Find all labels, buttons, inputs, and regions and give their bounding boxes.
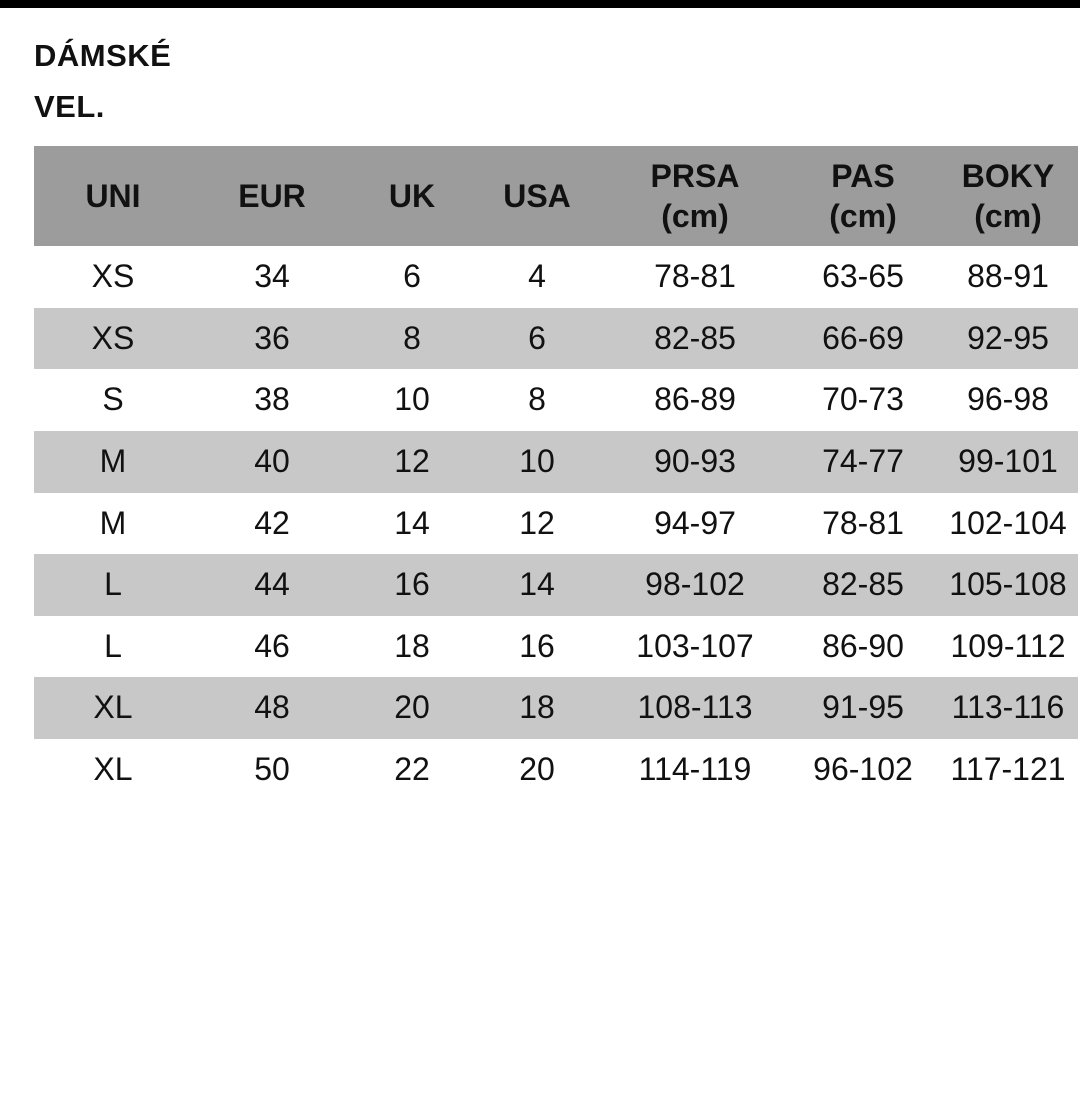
cell-usa: 10 [472,431,602,493]
column-header-eur-label: EUR [238,178,306,215]
cell-uk: 12 [352,431,472,493]
cell-uk: 22 [352,739,472,801]
cell-eur: 46 [192,616,352,678]
column-header-uk-label: UK [388,178,436,215]
table-row [34,493,1078,555]
cell-pas: 86-90 [788,616,938,678]
cell-uni: XL [34,677,192,739]
cell-boky: 117-121 [938,739,1078,801]
cell-boky: 113-116 [938,677,1078,739]
column-header-uni [34,146,192,246]
top-black-bar [0,0,1080,8]
cell-eur: 48 [192,677,352,739]
cell-pas: 78-81 [788,493,938,555]
cell-pas: 74-77 [788,431,938,493]
cell-eur: 38 [192,369,352,431]
cell-uk: 6 [352,246,472,308]
cell-eur: 34 [192,246,352,308]
cell-uk: 14 [352,493,472,555]
cell-uni: XS [34,308,192,370]
cell-boky: 99-101 [938,431,1078,493]
column-header-prsa-label: PRSA [650,158,740,195]
cell-usa: 18 [472,677,602,739]
cell-uni: L [34,616,192,678]
table-row [34,308,1078,370]
cell-usa: 4 [472,246,602,308]
cell-pas: 63-65 [788,246,938,308]
cell-eur: 44 [192,554,352,616]
cell-boky: 102-104 [938,493,1078,555]
cell-pas: 96-102 [788,739,938,801]
table-body [34,246,1078,800]
cell-eur: 40 [192,431,352,493]
table-row [34,369,1078,431]
cell-uni: L [34,554,192,616]
cell-usa: 14 [472,554,602,616]
column-header-usa [472,146,602,246]
column-header-pas-label: PAS [831,158,895,195]
cell-uni: XL [34,739,192,801]
table-row [34,246,1078,308]
cell-usa: 16 [472,616,602,678]
cell-eur: 50 [192,739,352,801]
table-header [34,146,1078,246]
cell-prsa: 114-119 [602,739,788,801]
cell-usa: 6 [472,308,602,370]
title-line-1: DÁMSKÉ [34,38,172,73]
cell-usa: 12 [472,493,602,555]
cell-eur: 42 [192,493,352,555]
cell-pas: 70-73 [788,369,938,431]
cell-prsa: 98-102 [602,554,788,616]
cell-usa: 20 [472,739,602,801]
cell-prsa: 82-85 [602,308,788,370]
cell-usa: 8 [472,369,602,431]
cell-uni: M [34,431,192,493]
cell-prsa: 94-97 [602,493,788,555]
cell-eur: 36 [192,308,352,370]
cell-pas: 91-95 [788,677,938,739]
cell-prsa: 86-89 [602,369,788,431]
cell-pas: 66-69 [788,308,938,370]
column-header-prsa-unit: (cm) [661,198,729,235]
cell-prsa: 90-93 [602,431,788,493]
cell-boky: 88-91 [938,246,1078,308]
column-header-boky-label: BOKY [961,158,1055,195]
cell-uk: 8 [352,308,472,370]
column-header-pas [788,146,938,246]
cell-prsa: 78-81 [602,246,788,308]
cell-prsa: 103-107 [602,616,788,678]
column-header-uk [352,146,472,246]
cell-uk: 18 [352,616,472,678]
cell-uni: M [34,493,192,555]
table-row [34,677,1078,739]
cell-uni: S [34,369,192,431]
size-table [34,146,1078,800]
page-title [0,8,1080,132]
table-row [34,616,1078,678]
table-row [34,554,1078,616]
column-header-pas-unit: (cm) [829,198,897,235]
cell-pas: 82-85 [788,554,938,616]
table-row [34,739,1078,801]
column-header-usa-label: USA [503,178,571,215]
column-header-boky-unit: (cm) [974,198,1042,235]
cell-prsa: 108-113 [602,677,788,739]
column-header-eur [192,146,352,246]
cell-boky: 105-108 [938,554,1078,616]
cell-boky: 92-95 [938,308,1078,370]
cell-boky: 96-98 [938,369,1078,431]
cell-uk: 20 [352,677,472,739]
cell-uk: 16 [352,554,472,616]
cell-uni: XS [34,246,192,308]
cell-boky: 109-112 [938,616,1078,678]
column-header-prsa [602,146,788,246]
column-header-uni-label: UNI [85,178,141,215]
title-line-2: VEL. [34,89,105,125]
column-header-boky [938,146,1078,246]
table-row [34,431,1078,493]
cell-uk: 10 [352,369,472,431]
table-header-row [34,146,1078,246]
